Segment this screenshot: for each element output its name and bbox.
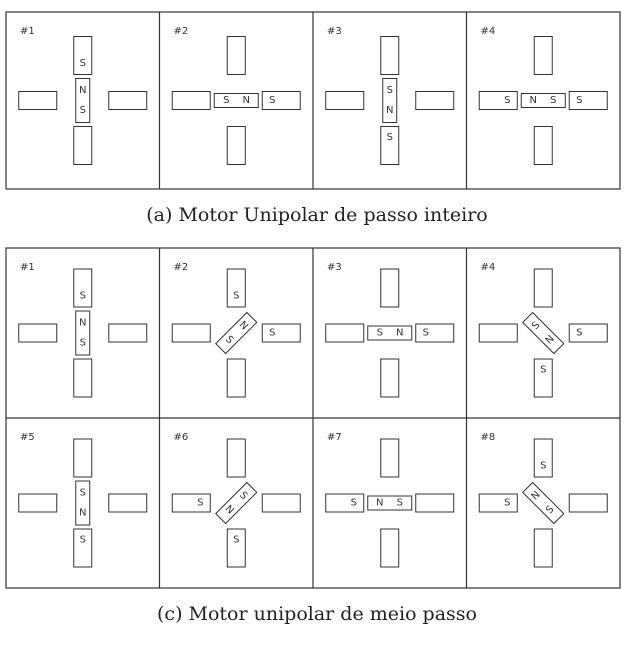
rotor-pole-label: S <box>79 337 86 349</box>
coil-pole-label-right: S <box>269 327 276 339</box>
stator-coil-top <box>381 37 399 75</box>
stator-coil-right <box>262 92 300 110</box>
stator-coil-right <box>109 92 147 110</box>
rotor-pole-label: S <box>237 489 250 503</box>
full-step-step-4 <box>479 26 607 165</box>
coil-pole-label-right: S <box>269 95 276 106</box>
full-step-panel <box>6 12 620 189</box>
rotor-pole-label: S <box>396 497 403 509</box>
half-step-step-4 <box>479 262 607 397</box>
rotor-pole-label: S <box>376 327 383 339</box>
coil-pole-label-bottom: S <box>386 132 393 143</box>
stator-coil-bottom <box>227 359 245 397</box>
rotor-pole-label: N <box>529 489 543 503</box>
rotor-pole-label: S <box>223 333 236 347</box>
stator-coil-bottom <box>74 359 92 397</box>
stator-coil-left <box>19 324 57 342</box>
rotor-pole-label: N <box>386 105 394 116</box>
stator-coil-right <box>109 324 147 342</box>
stator-coil-top <box>227 439 245 477</box>
stator-coil-right <box>109 494 147 512</box>
stator-coil-left <box>19 494 57 512</box>
step-label: #3 <box>327 26 342 37</box>
stator-coil-right <box>416 92 454 110</box>
coil-pole-label-top: S <box>540 460 547 472</box>
stator-coil-right <box>416 324 454 342</box>
rotor-pole-label: S <box>544 503 557 517</box>
stator-coil-top <box>534 269 552 307</box>
step-label: #1 <box>20 26 35 37</box>
stator-coil-top <box>381 269 399 307</box>
coil-pole-label-bottom: S <box>233 534 240 546</box>
rotor <box>76 481 90 525</box>
step-label: #5 <box>20 432 35 443</box>
rotor-pole-label: S <box>386 85 393 96</box>
coil-pole-label-top: S <box>233 290 240 302</box>
rotor-pole-label: N <box>222 503 236 517</box>
rotor-pole-label: S <box>530 319 543 333</box>
caption-full-step: (a) Motor Unipolar de passo inteiro <box>146 204 488 226</box>
full-step-step-3 <box>326 26 454 165</box>
stator-coil-bottom <box>381 529 399 567</box>
step-label: #7 <box>327 432 342 443</box>
half-step-step-3 <box>326 262 454 397</box>
half-step-step-6 <box>172 432 300 567</box>
stator-coil-top <box>534 37 552 75</box>
rotor <box>368 496 412 510</box>
rotor <box>214 94 258 108</box>
stator-coil-left <box>19 92 57 110</box>
rotor-pole-label: N <box>236 319 250 333</box>
stator-coil-top <box>227 37 245 75</box>
stator-coil-left <box>326 324 364 342</box>
step-label: #3 <box>327 262 342 273</box>
rotor-pole-label: N <box>396 327 404 339</box>
coil-pole-label-top: S <box>79 58 86 69</box>
full-step-step-2 <box>172 26 300 165</box>
stator-coil-bottom <box>227 127 245 165</box>
coil-pole-label-left: S <box>504 497 511 509</box>
step-label: #1 <box>20 262 35 273</box>
rotor-pole-label: N <box>242 95 250 106</box>
step-label: #4 <box>480 262 496 273</box>
rotor <box>523 312 564 353</box>
coil-pole-label-right: S <box>576 327 583 339</box>
stator-coil-top <box>381 439 399 477</box>
rotor-body <box>523 312 564 353</box>
stator-coil-right <box>569 494 607 512</box>
coil-pole-label-bottom: S <box>540 364 547 376</box>
rotor <box>76 79 90 123</box>
stator-coil-left <box>479 92 517 110</box>
rotor-pole-label: N <box>529 95 537 106</box>
stator-coil-left <box>172 92 210 110</box>
step-label: #2 <box>173 26 189 37</box>
step-label: #6 <box>173 432 189 443</box>
coil-pole-label-top: S <box>79 290 86 302</box>
full-step-step-1 <box>19 26 147 165</box>
rotor <box>521 94 565 108</box>
rotor <box>216 312 257 353</box>
stator-coil-right <box>416 494 454 512</box>
stator-coil-top <box>74 439 92 477</box>
rotor-pole-label: N <box>79 317 87 329</box>
stator-coil-left <box>172 324 210 342</box>
half-step-step-2 <box>172 262 300 397</box>
rotor <box>523 482 564 523</box>
stator-coil-left <box>479 324 517 342</box>
stator-coil-right <box>569 92 607 110</box>
stator-coil-bottom <box>381 359 399 397</box>
rotor-pole-label: N <box>376 497 384 509</box>
rotor <box>368 326 412 340</box>
half-step-step-7 <box>326 432 454 567</box>
stator-coil-bottom <box>534 127 552 165</box>
caption-half-step: (c) Motor unipolar de meio passo <box>157 603 477 625</box>
rotor-body <box>368 496 412 510</box>
rotor-pole-label: N <box>79 85 87 96</box>
stator-coil-left <box>479 494 517 512</box>
coil-pole-label-left: S <box>350 497 357 509</box>
rotor-pole-label: S <box>550 95 557 106</box>
coil-pole-label-right: S <box>422 327 429 339</box>
rotor-pole-label: S <box>223 95 230 106</box>
rotor-body <box>214 94 258 108</box>
rotor-pole-label: N <box>79 507 87 519</box>
stator-coil-left <box>326 494 364 512</box>
rotor-body <box>216 482 257 523</box>
rotor-body <box>368 326 412 340</box>
coil-pole-label-bottom: S <box>79 534 86 546</box>
rotor <box>76 311 90 355</box>
stator-coil-left <box>326 92 364 110</box>
step-label: #8 <box>480 432 496 443</box>
rotor <box>216 482 257 523</box>
rotor-pole-label: S <box>79 105 86 116</box>
stator-coil-left <box>172 494 210 512</box>
rotor-body <box>523 482 564 523</box>
stator-coil-right <box>262 494 300 512</box>
rotor-pole-label: S <box>79 487 86 499</box>
step-label: #2 <box>173 262 189 273</box>
rotor <box>383 79 397 123</box>
coil-pole-label-right: S <box>576 95 583 106</box>
half-step-step-1 <box>19 262 147 397</box>
half-step-step-8 <box>479 432 607 567</box>
rotor-body <box>216 312 257 353</box>
stator-coil-bottom <box>534 529 552 567</box>
rotor-body <box>521 94 565 108</box>
step-label: #4 <box>480 26 496 37</box>
stator-coil-right <box>569 324 607 342</box>
half-step-panel <box>6 248 620 588</box>
coil-pole-label-left: S <box>504 95 511 106</box>
stator-coil-bottom <box>74 127 92 165</box>
stator-coil-right <box>262 324 300 342</box>
half-step-step-5 <box>19 432 147 567</box>
rotor-pole-label: N <box>543 333 557 347</box>
coil-pole-label-left: S <box>197 497 204 509</box>
